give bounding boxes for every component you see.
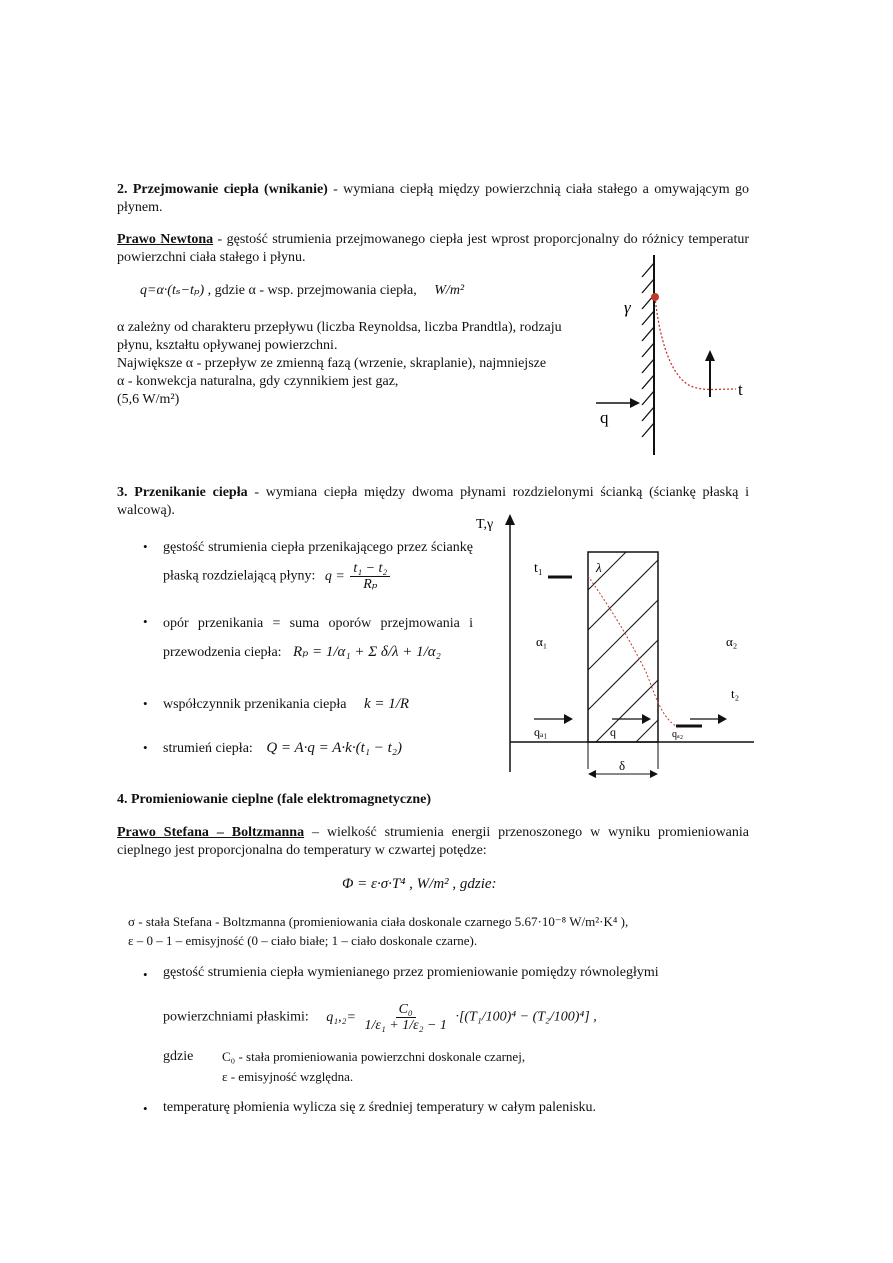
arrow-head-icon [642, 714, 651, 724]
fig2-q-label: q [610, 725, 616, 739]
alpha-p1: α zależny od charakteru przepływu (liczba Reynoldsa, liczba Prandtla), rodzaju płynu, kształtu opływanej powierzchni. [117, 320, 562, 353]
fig2-q1-label: qₐ₁ [534, 725, 548, 739]
emissivity-definition: ε - emisyjność względna. [222, 1069, 354, 1084]
s4-b1-formula-rhs: ·[(T₁/100)⁴ − (T₂/100)⁴] , [455, 1009, 597, 1025]
arrow-head-icon [705, 350, 715, 361]
newton-formula-line [140, 282, 464, 299]
s4-symbol-definitions [222, 1047, 525, 1087]
s3-b3-formula: k = 1/R [363, 696, 410, 712]
fig2-axis-label: T,γ [476, 517, 494, 532]
fig1-q-label: q [600, 408, 609, 427]
s3-bullet-3 [163, 696, 409, 713]
s4-b1-denominator: 1/ε₁ + 1/ε₂ − 1 [364, 1018, 447, 1033]
bullet-icon: • [143, 539, 148, 554]
s3-b1-formula-lhs: q = [324, 568, 345, 584]
s4-b1-fraction [361, 1002, 449, 1033]
alpha-description [117, 319, 585, 409]
wall-hatching [588, 552, 658, 742]
fig1-gamma-label: γ [624, 298, 631, 317]
bullet-icon: • [143, 614, 148, 629]
newton-law-text: - gęstość strumienia przejmowanego ciepła jest wprost proporcjonalny do różnicy temperatur powierzchni ciała stałego i płynu. [117, 232, 749, 265]
s4-b1-numerator: C₀ [396, 1002, 416, 1018]
newton-formula-unit: W/m² [434, 283, 465, 298]
arrow-head-icon [505, 514, 515, 525]
bullet-icon: • [143, 696, 148, 711]
newton-wall-figure [588, 255, 758, 460]
temperature-profile-curve [588, 576, 676, 726]
arrow-head-icon [588, 770, 596, 778]
fig2-lambda-label: λ [596, 560, 602, 575]
temperature-curve [655, 297, 736, 390]
s4-bullet-1-line1: gęstość strumienia ciepła wymienianego przez promieniowanie pomiędzy równoległymi [163, 965, 659, 980]
alpha-p3: α - konwekcja naturalna, gdy czynnikiem jest gaz, [117, 374, 399, 389]
section-3-heading-rest: - wymiana ciepła między dwoma płynami rozdzielonymi ścianką (ściankę płaską i walcową). [117, 485, 749, 518]
arrow-head-icon [564, 714, 573, 724]
fig1-t-label: t [738, 380, 743, 399]
stefan-boltzmann-text: – wielkość strumienia energii przenoszonego w wyniku promieniowania cieplnego jest proporcjonalna do temperatury w czwartej potędze: [117, 825, 749, 858]
alpha-p4: (5,6 W/m²) [117, 392, 180, 407]
s4-bullet-1-line2 [163, 1002, 597, 1033]
bullet-icon: • [143, 1101, 148, 1116]
newton-formula-note: , gdzie α - wsp. przejmowania ciepła, [207, 283, 417, 298]
s3-b1-numerator: t₁ − t₂ [350, 561, 390, 577]
section-2-heading: 2. Przejmowanie ciepła (wnikanie) [117, 182, 328, 197]
stefan-boltzmann-paragraph [117, 824, 749, 860]
s3-b1-text: gęstość strumienia ciepła przenikającego przez ściankę płaską rozdzielającą płyny: [163, 540, 473, 584]
fig2-alpha1-label: α₁ [536, 634, 548, 649]
bullet-icon: • [143, 740, 148, 755]
arrow-head-icon [650, 770, 658, 778]
s3-b3-text: współczynnik przenikania ciepła [163, 697, 347, 712]
s3-bullet-2 [163, 610, 473, 667]
section-3-heading: 3. Przenikanie ciepła [117, 485, 248, 500]
wall-hatching [642, 263, 654, 437]
section-2-intro [117, 181, 749, 217]
s4-bullet-2: temperaturę płomienia wylicza się z średniej temperatury w całym palenisku. [163, 1100, 597, 1115]
s3-b2-text: opór przenikania = suma oporów przejmowania i przewodzenia ciepła: [163, 616, 473, 660]
symbol-definitions [128, 912, 738, 950]
sigma-definition: σ - stała Stefana - Boltzmanna (promieniowania ciała doskonale czarnego 5.67·10⁻⁸ W/m²·K⁴ ), [128, 914, 629, 929]
c0-definition: C₀ - stała promieniowania powierzchni doskonale czarnej, [222, 1049, 526, 1064]
bullet-icon: • [143, 967, 148, 982]
s3-bullet-1 [163, 535, 473, 592]
stefan-boltzmann-formula: Φ = ε·σ·T⁴ , W/m² , gdzie: [342, 876, 497, 892]
fig2-t2-label: t₂ [731, 686, 740, 701]
epsilon-definition: ε – 0 – 1 – emisyjność (0 – ciało białe; 1 – ciało doskonale czarne). [128, 933, 478, 948]
s4-b1-formula-lhs: q₁,₂= [326, 1009, 356, 1025]
newton-formula: q=α·(tₛ−tₚ) [140, 283, 205, 298]
section-2-heading-rest: - wymiana ciepłą między powierzchnią ciała stałego a omywającym go płynem. [117, 182, 749, 215]
s3-b4-text: strumień ciepła: [163, 741, 253, 756]
fig2-alpha2-label: α₂ [726, 634, 738, 649]
s4-b1-text2: powierzchniami płaskimi: [163, 1009, 309, 1025]
alpha-p2: Największe α - przepływ ze zmienną fazą (wrzenie, skraplanie), najmniejsze [117, 356, 547, 371]
fig2-delta-label: δ [619, 758, 626, 773]
s3-bullet-4 [163, 740, 402, 757]
where-label: gdzie [163, 1049, 194, 1064]
wall-rect [588, 552, 658, 742]
arrow-head-icon [718, 714, 727, 724]
section-4-heading: 4. Promieniowanie cieplne (fale elektromagnetyczne) [117, 792, 432, 807]
s3-b2-formula: Rₚ = 1/α₁ + Σ δ/λ + 1/α₂ [293, 644, 441, 660]
fig2-q2-label: qₐ₂ [672, 729, 684, 740]
wall-transfer-figure [476, 512, 766, 787]
s3-b1-fraction [350, 561, 390, 592]
arrow-head-icon [630, 398, 640, 408]
stefan-boltzmann-title: Prawo Stefana – Boltzmanna [117, 825, 305, 840]
s3-b4-formula: Q = A·q = A·k·(t₁ − t₂) [266, 740, 402, 756]
fig2-t1-label: t₁ [534, 561, 543, 576]
s3-b1-denominator: Rₚ [363, 577, 378, 592]
newton-law-title: Prawo Newtona [117, 232, 214, 247]
